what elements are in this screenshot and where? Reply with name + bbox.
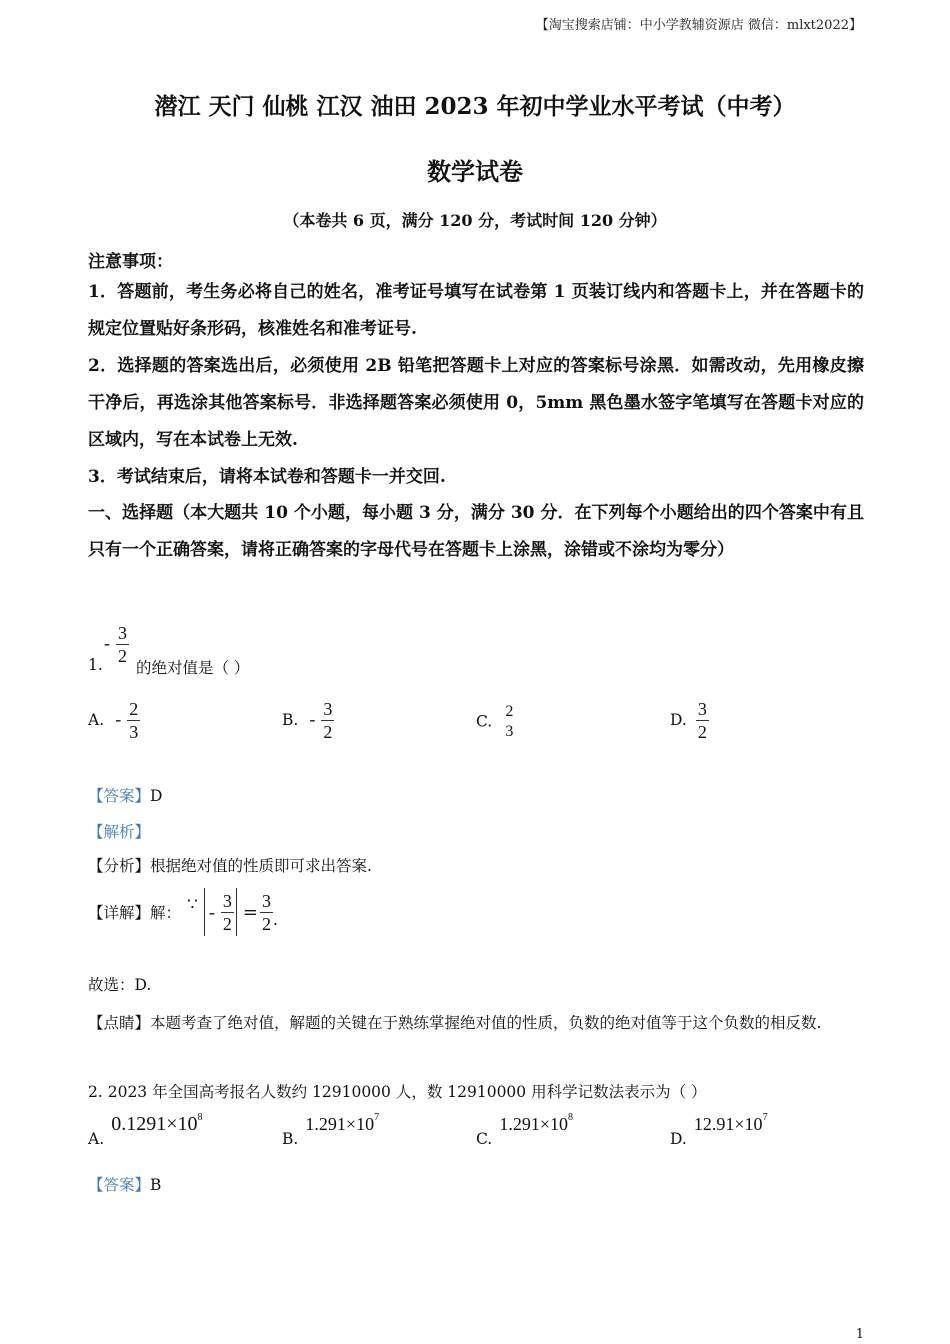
mantissa: 1.291 <box>499 1114 540 1134</box>
option-num: 3 <box>697 699 707 719</box>
option-letter: B. <box>282 711 299 729</box>
option-letter: C. <box>476 712 493 731</box>
detail-prefix: 解： <box>150 904 182 922</box>
q1-comment <box>88 1008 864 1038</box>
q2-answer <box>88 1173 161 1195</box>
option-letter: A. <box>88 711 105 729</box>
mantissa: 0.1291 <box>111 1113 167 1135</box>
option-value <box>694 1114 768 1134</box>
q1-frac-num: 3 <box>118 623 127 643</box>
exponent: 8 <box>567 1112 573 1123</box>
option-letter: C. <box>476 1130 493 1148</box>
option-value <box>111 1113 202 1135</box>
option-den: 2 <box>697 722 707 742</box>
answer-tag: 【答案】 <box>88 1176 151 1194</box>
option-minus: - <box>309 709 316 729</box>
option-minus: - <box>115 709 122 729</box>
option-den: 3 <box>505 723 514 740</box>
q1-number: 1. <box>88 656 103 674</box>
exponent: 8 <box>197 1112 203 1123</box>
option-den: 3 <box>129 722 139 742</box>
exam-subject: 数学试卷 <box>427 157 523 186</box>
page-number: 1 <box>855 1327 864 1342</box>
times-ten: ×10 <box>345 1114 375 1134</box>
exponent: 7 <box>374 1112 380 1123</box>
q1-fraction <box>104 622 129 667</box>
abs-bar-right <box>236 888 237 936</box>
option-value <box>499 1114 573 1134</box>
q1-choice: 故选：D. <box>88 976 152 994</box>
exam-title: 潜江 天门 仙桃 江汉 油田 2023 年初中学业水平考试（中考） <box>154 93 796 120</box>
q1-option-a <box>88 698 140 743</box>
abs-bar-left <box>204 888 205 936</box>
q2-option-b <box>282 1112 380 1148</box>
detail-tag: 【详解】 <box>88 904 151 922</box>
option-letter: D. <box>670 711 687 729</box>
detail-minus: - <box>208 901 215 922</box>
option-letter: D. <box>670 1130 687 1148</box>
q1-option-b <box>282 698 334 743</box>
mantissa: 12.91 <box>693 1114 735 1134</box>
times-ten: ×10 <box>734 1114 763 1134</box>
q1-frac <box>116 622 129 667</box>
result-fraction <box>260 890 273 935</box>
answer-tag: 【答案】 <box>88 787 151 805</box>
option-letter: A. <box>88 1130 105 1148</box>
q1-option-d <box>670 698 709 743</box>
comment-tag: 【点睛】 <box>88 1014 151 1032</box>
option-fraction <box>127 698 140 743</box>
q2-option-d <box>670 1112 768 1148</box>
notice-item-1: 1．答题前，考生务必将自己的姓名，准考证号填写在试卷第 1 页装订线内和答题卡上，并在答题卡的规定位置贴好条形码，核准姓名和准考证号. <box>88 282 864 339</box>
result-num: 3 <box>261 890 271 911</box>
mantissa: 1.291 <box>305 1114 346 1134</box>
answer-value: D <box>150 787 163 805</box>
equals-sign: = <box>242 901 258 923</box>
header-note: 【淘宝搜索店铺：中小学教辅资源店 微信：mlxt2022】 <box>535 18 862 33</box>
q1-stem: 的绝对值是（ ） <box>136 659 250 677</box>
q1-minus: - <box>104 633 110 653</box>
section-heading: 一、选择题（本大题共 10 个小题，每小题 3 分，满分 30 分．在下列每个小题给出的四个答案中有且只有一个正确答案，请将正确答案的字母代号在答题卡上涂黑，涂错或不涂均为零分） <box>88 503 864 560</box>
option-num: 2 <box>129 699 139 719</box>
because-symbol: ∵ <box>187 895 198 915</box>
comment-text: 本题考查了绝对值，解题的关键在于熟练掌握绝对值的性质，负数的绝对值等于这个负数的相反数. <box>150 1014 822 1032</box>
fenxi-text: 根据绝对值的性质即可求出答案. <box>150 857 372 875</box>
result-den: 2 <box>261 913 271 934</box>
times-ten: ×10 <box>539 1114 568 1134</box>
option-fraction <box>321 698 334 743</box>
option-num: 2 <box>505 703 514 720</box>
q1-detail <box>88 886 278 938</box>
answer-value: B <box>150 1176 162 1194</box>
exponent: 7 <box>762 1112 768 1123</box>
exam-info: （本卷共 6 页，满分 120 分，考试时间 120 分钟） <box>283 211 667 230</box>
q2-option-c <box>476 1112 573 1148</box>
detail-num: 3 <box>222 890 232 911</box>
notice-item-3: 3．考试结束后，请将本试卷和答题卡一并交回. <box>88 467 446 487</box>
detail-fraction <box>221 890 234 935</box>
option-letter: B. <box>282 1130 299 1148</box>
option-fraction <box>503 702 515 742</box>
option-den: 2 <box>323 722 333 742</box>
q2-option-a <box>88 1112 203 1148</box>
q1-answer <box>88 784 162 806</box>
option-num: 3 <box>323 699 333 719</box>
times-ten: ×10 <box>166 1113 198 1135</box>
detail-period: . <box>272 911 278 929</box>
notice-item-2: 2．选择题的答案选出后，必须使用 2B 铅笔把答题卡上对应的答案标号涂黑．如需改动，先用橡皮擦干净后，再选涂其他答案标号．非选择题答案必须使用 0，5mm 黑色墨水签字笔填写在答题卡对应的区域内，写在本试卷上无效. <box>88 356 864 450</box>
option-fraction <box>696 698 709 743</box>
q2-stem: 2. 2023 年全国高考报名人数约 12910000 人，数 12910000 用科学记数法表示为（ ） <box>88 1083 707 1101</box>
q1-option-c <box>476 702 515 742</box>
fenxi-tag: 【分析】 <box>88 857 151 875</box>
q1-analysis-tag: 【解析】 <box>88 823 151 841</box>
option-value <box>305 1114 379 1134</box>
detail-den: 2 <box>222 913 232 934</box>
notice-heading: 注意事项： <box>88 252 173 272</box>
q1-fenxi <box>88 854 372 876</box>
q1-frac-den: 2 <box>118 646 127 666</box>
